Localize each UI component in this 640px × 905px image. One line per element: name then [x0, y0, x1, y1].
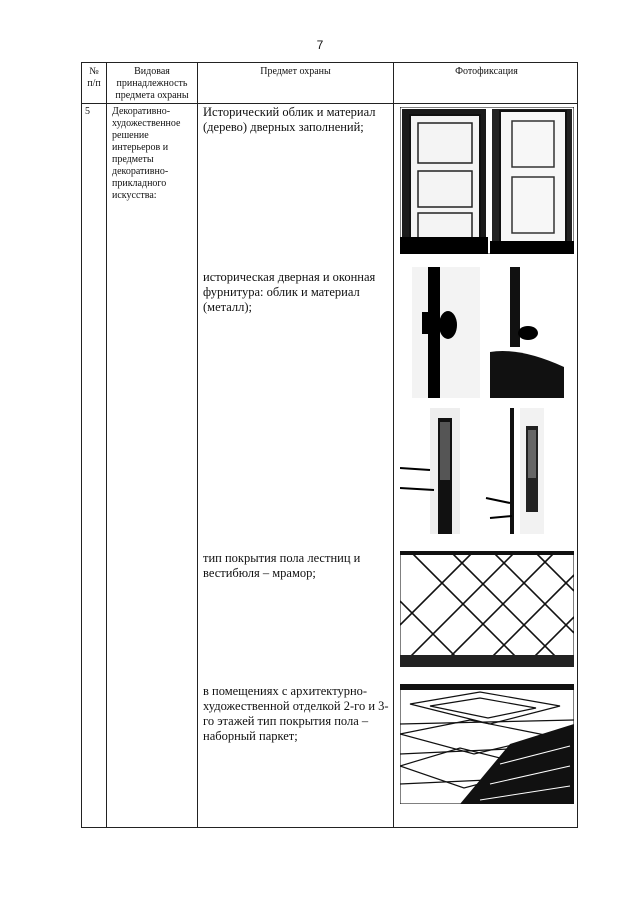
subject-item-marble-floor: тип покрытия пола лестниц и вестибюля – мрамор; [203, 551, 361, 580]
subject-item-hardware: историческая дверная и оконная фурнитура: облик и материал (металл); [203, 270, 376, 314]
header-photo: Фотофиксация [455, 66, 518, 77]
row-category: Декоративно- художественное решение интерьеров и предметы декоративно- прикладного искусства: [112, 106, 181, 201]
photo-parquet-floor [400, 684, 574, 804]
subject-item-doors: Исторический облик и материал (дерево) дверных заполнений; [203, 105, 376, 134]
row-number: 5 [85, 106, 90, 117]
header-num: № п/п [87, 66, 101, 89]
photo-window-latches [400, 408, 564, 534]
photo-doors [400, 107, 574, 254]
subject-item-parquet-floor: в помещениях с архитектурно-художественной отделкой 2-го и 3-го этажей тип покрытия пола – наборный паркет; [203, 684, 389, 743]
page-number: 7 [316, 38, 324, 52]
column-divider [197, 63, 198, 827]
photo-door-hardware [410, 267, 564, 398]
column-divider [393, 63, 394, 827]
column-divider [106, 63, 107, 827]
header-divider [82, 103, 577, 104]
header-subject: Предмет охраны [260, 66, 331, 77]
protection-table [81, 62, 578, 828]
header-category: Видовая принадлежность предмета охраны [115, 66, 189, 101]
photo-marble-floor [400, 551, 574, 667]
